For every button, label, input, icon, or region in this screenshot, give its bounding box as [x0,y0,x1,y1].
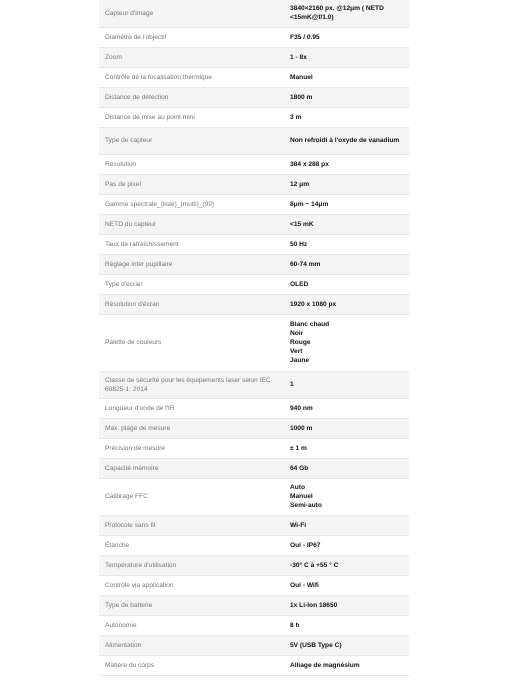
spec-label: Matière du corps [99,655,282,675]
spec-value: <15 mK [282,214,409,234]
spec-label: Étanche [99,535,282,555]
spec-label: Taux de rafraîchissement [99,234,282,254]
spec-value: 12 μm [282,174,409,194]
spec-label: Résolution [99,154,282,174]
spec-label: Capteur d'image [99,0,282,27]
spec-value: Non refroidi à l'oxyde de vanadium [282,127,409,154]
spec-value: 8μm ~ 14μm [282,194,409,214]
spec-value: 5V (USB Type C) [282,635,409,655]
spec-label: Distance de mise au point mini [99,107,282,127]
spec-value: ± 1 m [282,438,409,458]
spec-label: Distance de détection [99,87,282,107]
spec-label: Gamme spectrale_(liste)_(multi)_(99) [99,194,282,214]
spec-value: 1 - 8x [282,47,409,67]
spec-value: Oui - IP67 [282,535,409,555]
spec-value: -30° C à +55 ° C [282,555,409,575]
spec-label: Classe de sécurité pour les équipements laser selon IEC 60825-1: 2014 [99,371,282,398]
spec-row [99,214,409,234]
spec-label: Alimentation [99,635,282,655]
spec-label: Capacité mémoire [99,458,282,478]
spec-value: 940 nm [282,398,409,418]
spec-row [99,174,409,194]
spec-value: 384 x 288 px [282,154,409,174]
spec-label: Autonomie [99,615,282,635]
spec-row [99,67,409,87]
spec-table [99,0,409,676]
spec-value-line: Rouge [290,339,311,346]
spec-value: Manuel [282,67,409,87]
spec-label: Zoom [99,47,282,67]
spec-value-line: Vert [290,348,303,355]
spec-value: OLED [282,274,409,294]
spec-value: Wi-Fi [282,515,409,535]
spec-label: Pas de pixel [99,174,282,194]
spec-row [99,371,409,398]
spec-row [99,398,409,418]
spec-row [99,154,409,174]
spec-row [99,595,409,615]
spec-label: Type de capteur [99,127,282,154]
spec-value-line: Semi-auto [290,502,322,509]
spec-row [99,555,409,575]
spec-value: 64 Gb [282,458,409,478]
spec-row [99,274,409,294]
spec-value [282,314,409,371]
spec-label: Protocole sans fil [99,515,282,535]
spec-row [99,418,409,438]
spec-row [99,458,409,478]
spec-row [99,27,409,47]
spec-value: 8 h [282,615,409,635]
spec-value: 1 [282,371,409,398]
spec-row [99,535,409,555]
spec-label: Contrôle de la focalisation thermique [99,67,282,87]
spec-value: Alliage de magnésium [282,655,409,675]
spec-label: Longueur d'onde de l'IR [99,398,282,418]
spec-row [99,438,409,458]
spec-row [99,635,409,655]
spec-value: 50 Hz [282,234,409,254]
spec-row [99,107,409,127]
spec-row [99,615,409,635]
spec-label: Type de batterie [99,595,282,615]
spec-value: 1x Li-Ion 18650 [282,595,409,615]
spec-value-line: Noir [290,330,304,337]
spec-label: Résolution d'écran [99,294,282,314]
spec-row [99,234,409,254]
spec-row [99,294,409,314]
spec-value-line: Blanc chaud [290,321,330,328]
spec-value: 1920 x 1080 px [282,294,409,314]
spec-value-line: Jaune [290,357,310,364]
spec-label: Diamètre de l'objectif [99,27,282,47]
spec-value: 3 m [282,107,409,127]
spec-label: NETD du capteur [99,214,282,234]
spec-row [99,47,409,67]
spec-label: Type d'écran [99,274,282,294]
spec-value: F35 / 0.95 [282,27,409,47]
spec-row [99,575,409,595]
spec-value: 1800 m [282,87,409,107]
spec-row [99,254,409,274]
spec-label: Max. plage de mesure [99,418,282,438]
spec-value: 1000 m [282,418,409,438]
spec-label: Précision de mesure [99,438,282,458]
spec-row [99,655,409,675]
spec-value-line: Manuel [290,493,313,500]
spec-row [99,87,409,107]
spec-row [99,478,409,515]
spec-value [282,478,409,515]
spec-row [99,314,409,371]
spec-row [99,0,409,27]
spec-row [99,194,409,214]
spec-value: 60-74 mm [282,254,409,274]
spec-label: Palette de couleurs [99,314,282,371]
spec-value: 3840×2160 px. @12μm ( NETD <15mK@f/1.0) [282,0,409,27]
spec-label: Contrôle via application [99,575,282,595]
spec-value: Oui - Wifi [282,575,409,595]
spec-label: Calibrage FFC [99,478,282,515]
spec-value-line: Auto [290,484,306,491]
spec-row [99,127,409,154]
spec-row [99,515,409,535]
spec-table-body [99,0,409,675]
spec-label: Température d'utilisation [99,555,282,575]
spec-label: Réglage inter pupillaire [99,254,282,274]
